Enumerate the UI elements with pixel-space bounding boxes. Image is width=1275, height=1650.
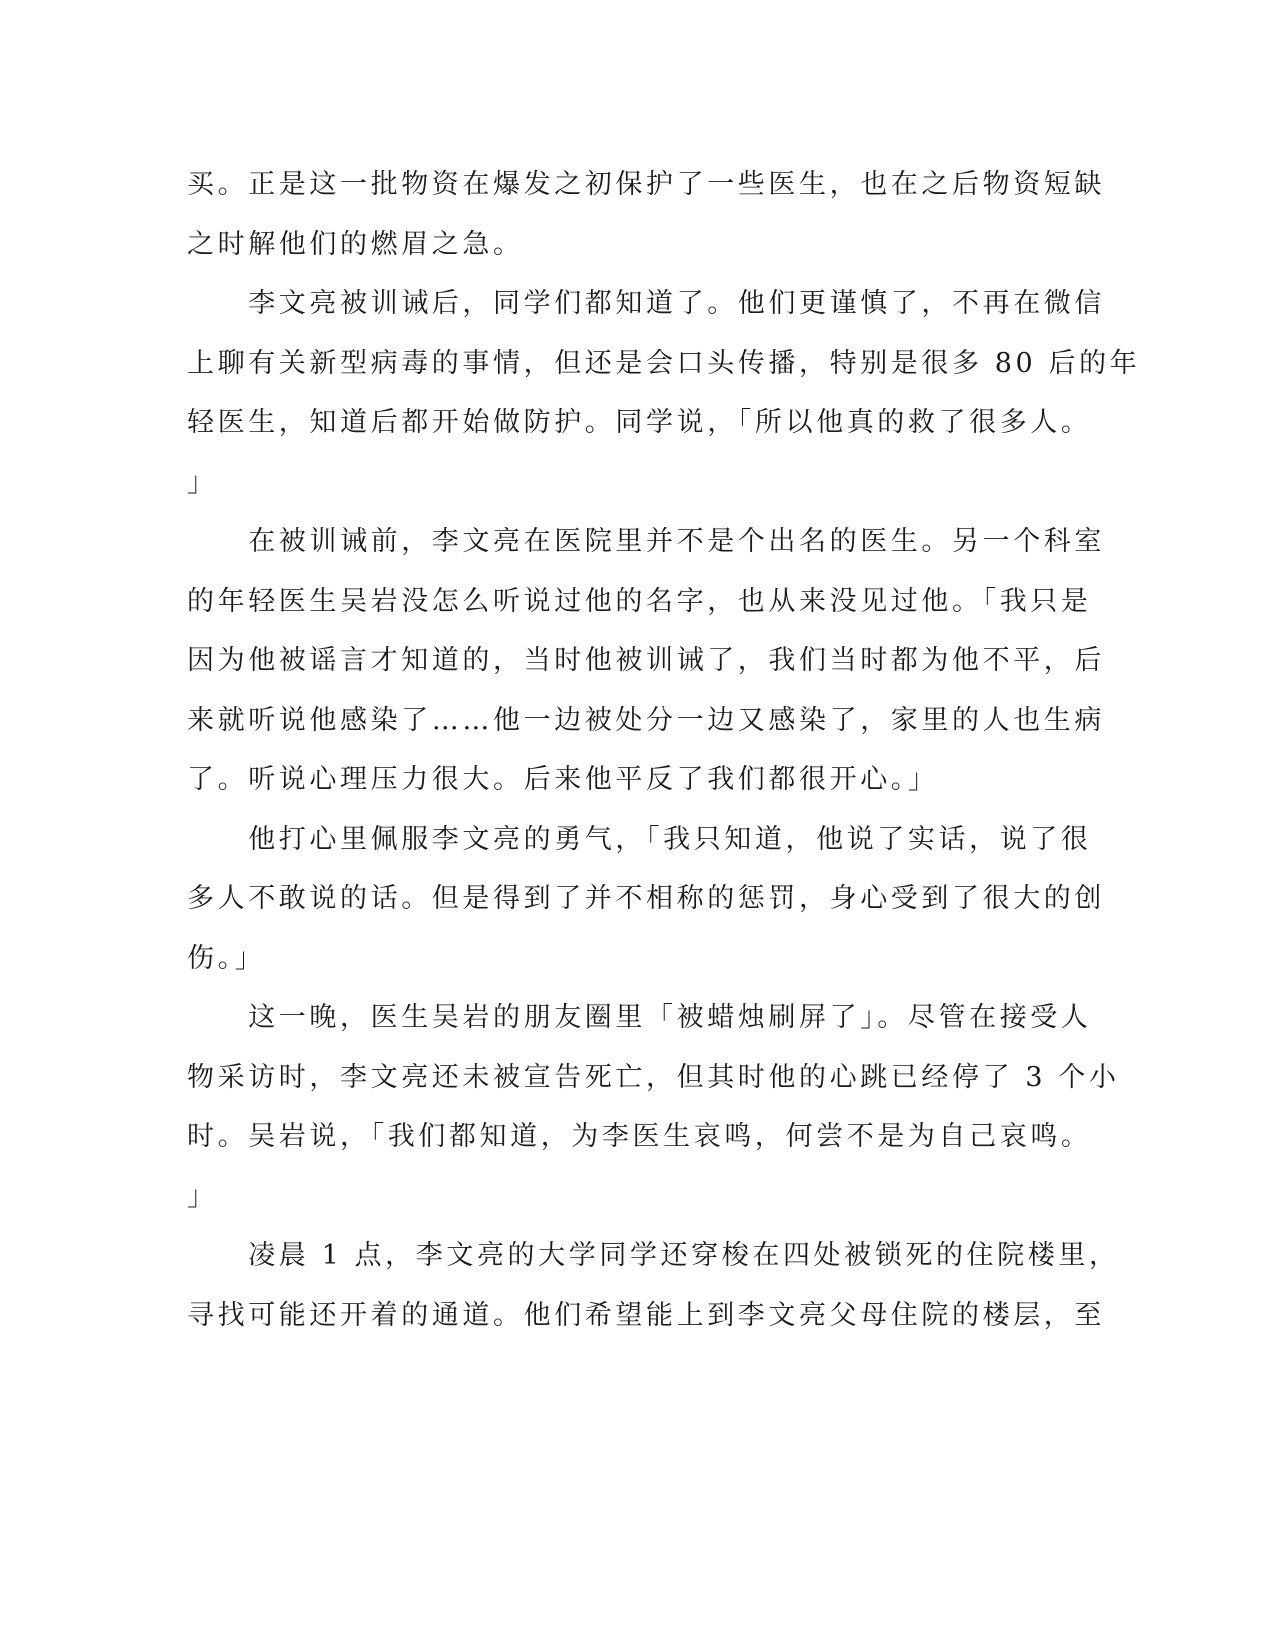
- text-line: 轻医生，知道后都开始做防护。同学说，「所以他真的救了很多人。: [187, 407, 1092, 438]
- text-line: 之时解他们的燃眉之急。: [187, 228, 524, 260]
- text-line: 买。正是这一批物资在爆发之初保护了一些医生，也在之后物资短缺: [187, 169, 1105, 200]
- text-line: 上聊有关新型病毒的事情，但还是会口头传播，特别是很多 80 后的年: [187, 347, 1141, 379]
- text-line: 了。听说心理压力很大。后来他平反了我们都很开心。」: [187, 764, 939, 795]
- text-line: 时。吴岩说，「我们都知道，为李医生哀鸣，何尝不是为自己哀鸣。: [187, 1121, 1092, 1152]
- text-line: 他打心里佩服李文亮的勇气，「我只知道，他说了实话，说了很: [187, 823, 1092, 855]
- text-line: 伤。」: [187, 942, 266, 974]
- body-text: [187, 155, 1141, 1345]
- text-line: 这一晚，医生吴岩的朋友圈里「被蜡烛刷屏了」。尽管在接受人: [187, 1002, 1092, 1033]
- text-line: 物采访时，李文亮还未被宣告死亡，但其时他的心跳已经停了 3 个小: [187, 1061, 1120, 1093]
- text-line: 」: [187, 1180, 218, 1212]
- text-line: 寻找可能还开着的通道。他们希望能上到李文亮父母住院的楼层，至: [187, 1299, 1105, 1331]
- text-line: 李文亮被训诫后，同学们都知道了。他们更谨慎了，不再在微信: [187, 288, 1105, 319]
- text-line: 」: [187, 466, 218, 498]
- text-line: 来就听说他感染了……他一边被处分一边又感染了，家里的人也生病: [187, 704, 1105, 736]
- text-line: 多人不敢说的话。但是得到了并不相称的惩罚，身心受到了很大的创: [187, 883, 1105, 914]
- text-line: 在被训诫前，李文亮在医院里并不是个出名的医生。另一个科室: [187, 526, 1105, 557]
- text-line: 凌晨 1 点，李文亮的大学同学还穿梭在四处被锁死的住院楼里，: [187, 1240, 1120, 1271]
- text-line: 因为他被谣言才知道的，当时他被训诫了，我们当时都为他不平，后: [187, 645, 1105, 676]
- text-line: 的年轻医生吴岩没怎么听说过他的名字，也从来没见过他。「我只是: [187, 585, 1092, 617]
